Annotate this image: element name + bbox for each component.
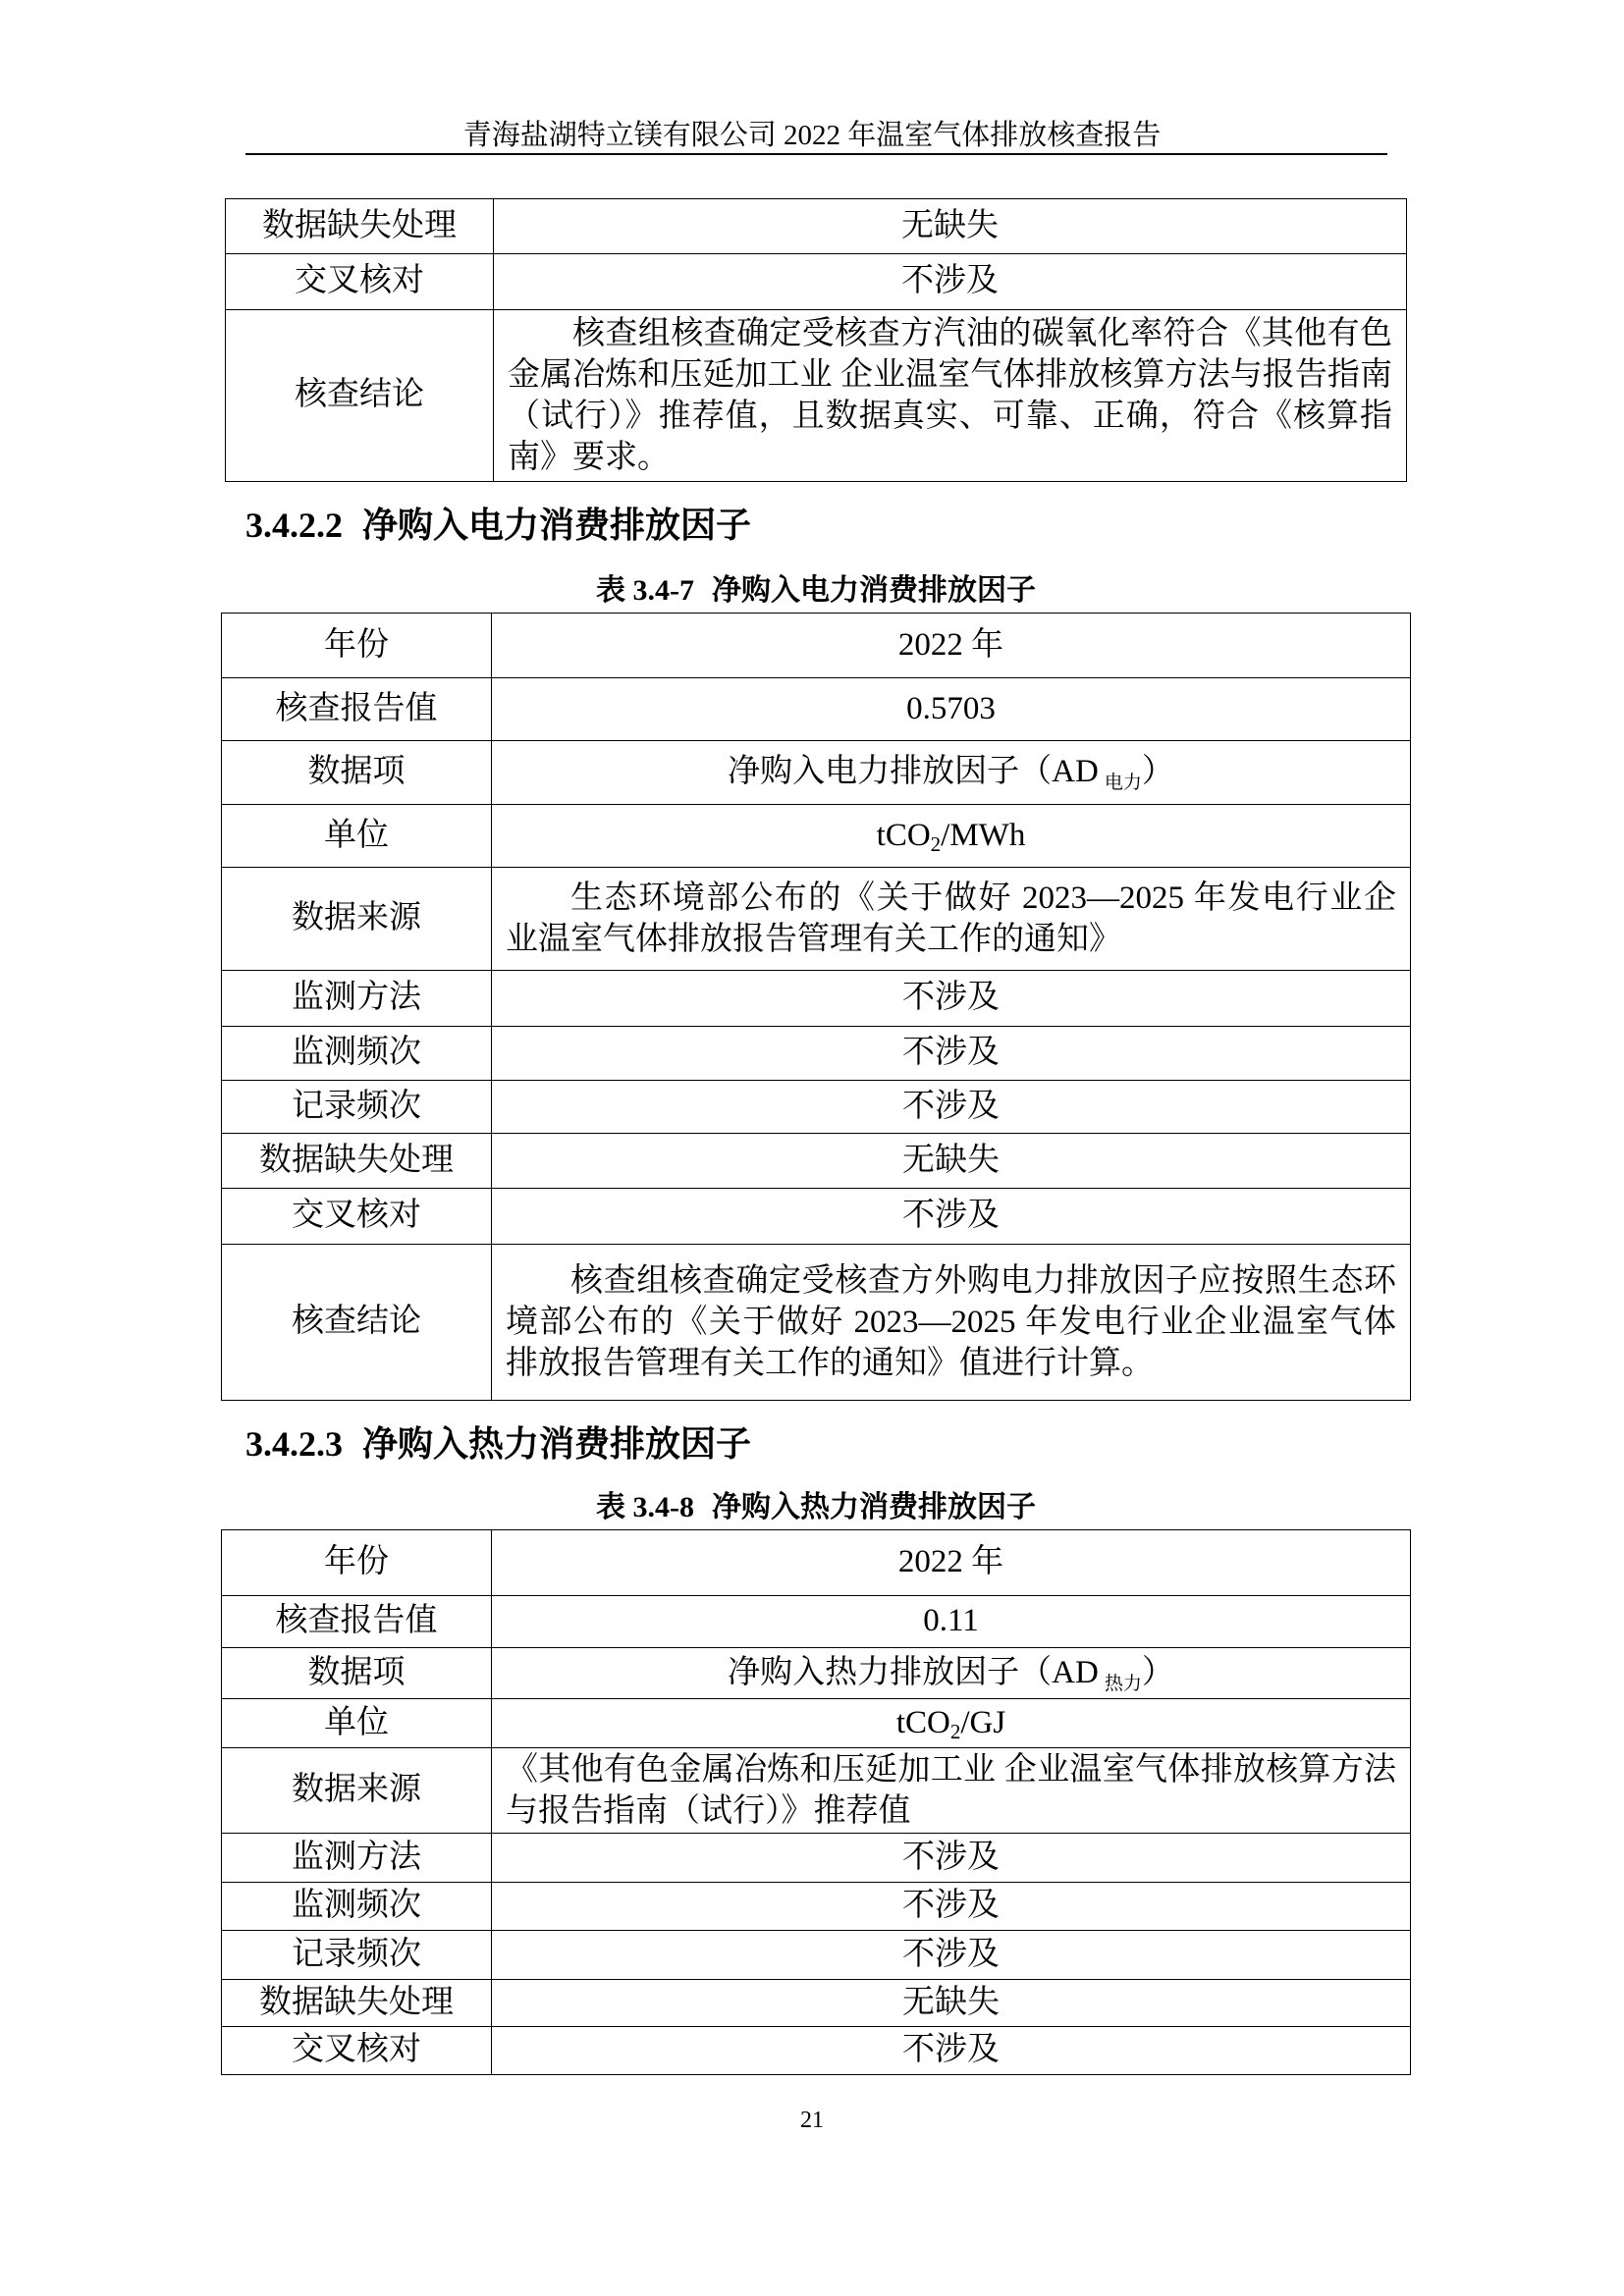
conclusion-text: 核查组核查确定受核查方汽油的碳氧化率符合《其他有色金属冶炼和压延加工业 企业温室气体排放核算方法与报告指南（试行）》推荐值，且数据真实、可靠、正确，符合《核算指南》要求。 [494,310,1407,482]
unit-label: 单位 [222,805,492,868]
unit-text: tCO [876,817,931,853]
monitoring-method-value: 不涉及 [492,1834,1411,1883]
data-item-text-end: ） [1141,1654,1174,1690]
unit-value [492,1699,1411,1748]
unit-row [222,1699,1411,1748]
cross-check-row [222,2027,1411,2075]
monitoring-method-row [222,1834,1411,1883]
table-caption-number: 表 3.4-8 [596,1491,694,1523]
cross-check-value: 不涉及 [492,2027,1411,2075]
monitoring-frequency-row [222,1027,1411,1081]
monitoring-method-value: 不涉及 [492,971,1411,1027]
data-source-row [222,1748,1411,1834]
missing-data-label: 数据缺失处理 [226,199,494,254]
data-item-text: 净购入电力排放因子（AD [728,754,1099,790]
unit-label: 单位 [222,1699,492,1748]
monitoring-frequency-value: 不涉及 [492,1027,1411,1081]
data-item-subscript: 电力 [1104,773,1142,794]
data-source-label: 数据来源 [222,868,492,971]
reported-value: 0.11 [492,1596,1411,1648]
missing-data-row [222,1134,1411,1189]
conclusion-label: 核查结论 [222,1245,492,1401]
conclusion-row [222,1245,1411,1401]
section-number: 3.4.2.2 [245,506,343,545]
missing-data-value: 无缺失 [492,1134,1411,1189]
unit-text: tCO [895,1704,950,1740]
cross-check-row [226,254,1407,310]
section-heading-heat [245,1423,751,1466]
monitoring-method-label: 监测方法 [222,971,492,1027]
year-value: 2022 年 [492,1530,1411,1596]
monitoring-frequency-label: 监测频次 [222,1027,492,1081]
page-number: 21 [800,2108,824,2133]
monitoring-frequency-label: 监测频次 [222,1883,492,1931]
section-heading-electricity [245,505,751,547]
recording-frequency-row [222,1081,1411,1134]
conclusion-row [226,310,1407,482]
missing-data-label: 数据缺失处理 [222,1980,492,2027]
section-number: 3.4.2.3 [245,1424,343,1464]
year-row [222,1530,1411,1596]
recording-frequency-value: 不涉及 [492,1081,1411,1134]
unit-row [222,805,1411,868]
missing-data-value: 无缺失 [494,199,1407,254]
conclusion-label: 核查结论 [226,310,494,482]
year-label: 年份 [222,1530,492,1596]
recording-frequency-label: 记录频次 [222,1931,492,1980]
electricity-emission-factor-table [221,613,1411,1401]
data-item-label: 数据项 [222,1648,492,1699]
data-item-value [492,1648,1411,1699]
data-item-row [222,741,1411,805]
recording-frequency-label: 记录频次 [222,1081,492,1134]
reported-value-label: 核查报告值 [222,678,492,741]
monitoring-method-row [222,971,1411,1027]
monitoring-frequency-row [222,1883,1411,1931]
data-item-value [492,741,1411,805]
unit-text-end: /GJ [960,1704,1006,1740]
monitoring-method-label: 监测方法 [222,1834,492,1883]
data-item-row [222,1648,1411,1699]
table-caption-electricity [221,574,1411,608]
heat-emission-factor-table [221,1529,1411,2075]
unit-text-end: /MWh [941,817,1026,853]
missing-data-label: 数据缺失处理 [222,1134,492,1189]
data-item-label: 数据项 [222,741,492,805]
cross-check-label: 交叉核对 [226,254,494,310]
section-title: 净购入电力消费排放因子 [362,506,752,546]
section-title: 净购入热力消费排放因子 [362,1424,752,1465]
table-caption-title: 净购入电力消费排放因子 [712,573,1036,608]
table-caption-number: 表 3.4-7 [596,574,694,607]
running-header-rule [245,153,1387,155]
table-caption-heat [221,1491,1411,1524]
unit-subscript: 2 [930,831,942,856]
cross-check-label: 交叉核对 [222,2027,492,2075]
verification-table-continued [225,198,1407,482]
data-source-text: 生态环境部公布的《关于做好 2023—2025 年发电行业企业温室气体排放报告管理有关工作的通知》 [492,868,1411,971]
table-caption-title: 净购入热力消费排放因子 [712,1490,1036,1524]
recording-frequency-row [222,1931,1411,1980]
year-row [222,614,1411,678]
data-source-text: 《其他有色金属冶炼和压延加工业 企业温室气体排放核算方法与报告指南（试行）》推荐值 [492,1748,1411,1834]
year-value: 2022 年 [492,614,1411,678]
unit-subscript: 2 [949,1719,961,1743]
data-item-text-end: ） [1141,754,1174,790]
conclusion-text: 核查组核查确定受核查方外购电力排放因子应按照生态环境部公布的《关于做好 2023—2025 年发电行业企业温室气体排放报告管理有关工作的通知》值进行计算。 [492,1245,1411,1401]
data-source-label: 数据来源 [222,1748,492,1834]
data-item-text: 净购入热力排放因子（AD [728,1654,1099,1690]
missing-data-row [222,1980,1411,2027]
data-source-row [222,868,1411,971]
missing-data-row [226,199,1407,254]
monitoring-frequency-value: 不涉及 [492,1883,1411,1931]
running-header-title: 青海盐湖特立镁有限公司 2022 年温室气体排放核查报告 [462,120,1162,151]
cross-check-value: 不涉及 [494,254,1407,310]
reported-value-row [222,678,1411,741]
reported-value: 0.5703 [492,678,1411,741]
reported-value-row [222,1596,1411,1648]
cross-check-value: 不涉及 [492,1189,1411,1245]
missing-data-value: 无缺失 [492,1980,1411,2027]
cross-check-label: 交叉核对 [222,1189,492,1245]
reported-value-label: 核查报告值 [222,1596,492,1648]
data-item-subscript: 热力 [1104,1673,1142,1694]
unit-value [492,805,1411,868]
cross-check-row [222,1189,1411,1245]
recording-frequency-value: 不涉及 [492,1931,1411,1980]
year-label: 年份 [222,614,492,678]
